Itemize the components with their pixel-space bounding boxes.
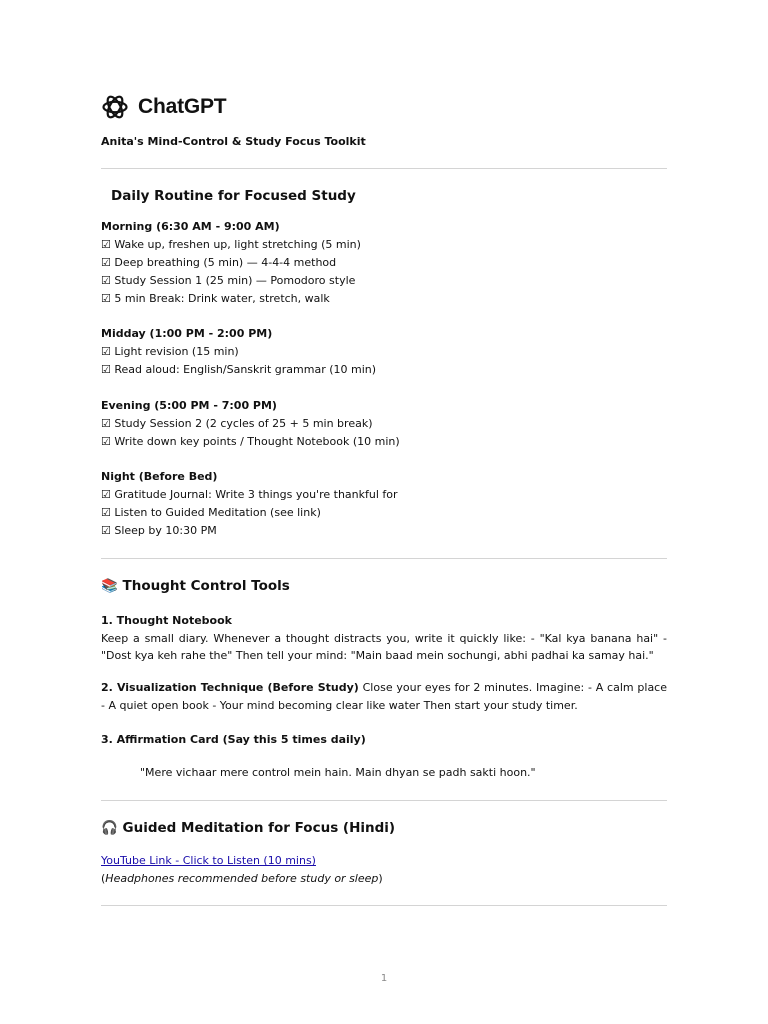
heading-text: Thought Control Tools bbox=[122, 578, 290, 594]
meditation-content bbox=[101, 852, 667, 888]
divider bbox=[101, 558, 667, 559]
checklist-item: ☑ 5 min Break: Drink water, stretch, walk bbox=[101, 292, 330, 305]
checklist-item: ☑ Sleep by 10:30 PM bbox=[101, 524, 217, 537]
tool-title: 3. Affirmation Card (Say this 5 times daily) bbox=[101, 733, 366, 746]
openai-logo-icon bbox=[101, 93, 129, 121]
tool-body: Close your eyes for 2 minutes. Imagine: - A calm place - A quiet open book - Your mind becoming clear like water Then start your study timer. bbox=[101, 681, 667, 712]
tool-visualization bbox=[101, 679, 667, 714]
checklist-item: ☑ Study Session 2 (2 cycles of 25 + 5 min break) bbox=[101, 417, 373, 430]
books-icon: 📚 bbox=[101, 578, 118, 594]
checklist-item: ☑ Write down key points / Thought Notebook (10 min) bbox=[101, 435, 400, 448]
tool-affirmation-title bbox=[101, 731, 667, 749]
routine-midday bbox=[101, 325, 667, 379]
routine-morning bbox=[101, 218, 667, 308]
checklist-item: ☑ Deep breathing (5 min) — 4-4-4 method bbox=[101, 256, 337, 269]
affirmation-quote: "Mere vichaar mere control mein hain. Main dhyan se padh sakti hoon." bbox=[140, 766, 536, 779]
heading-text: Guided Meditation for Focus (Hindi) bbox=[122, 820, 396, 836]
routine-heading: Daily Routine for Focused Study bbox=[111, 188, 356, 204]
checklist-item: ☑ Gratitude Journal: Write 3 things you're thankful for bbox=[101, 488, 398, 501]
divider bbox=[101, 800, 667, 801]
page-number: 1 bbox=[380, 973, 388, 984]
tool-thought-notebook bbox=[101, 612, 667, 665]
section-title: Evening (5:00 PM - 7:00 PM) bbox=[101, 399, 277, 412]
youtube-link[interactable]: YouTube Link - Click to Listen (10 mins) bbox=[101, 854, 316, 867]
meditation-heading bbox=[101, 820, 395, 836]
tool-title: 1. Thought Notebook bbox=[101, 614, 232, 627]
checklist-item: ☑ Study Session 1 (25 min) — Pomodoro style bbox=[101, 274, 356, 287]
routine-evening bbox=[101, 397, 667, 451]
divider bbox=[101, 168, 667, 169]
document-title: Anita's Mind-Control & Study Focus Toolkit bbox=[101, 135, 366, 148]
brand-name: ChatGPT bbox=[138, 95, 227, 118]
checklist-item: ☑ Light revision (15 min) bbox=[101, 345, 239, 358]
thought-tools-heading bbox=[101, 578, 290, 594]
tool-body: Keep a small diary. Whenever a thought distracts you, write it quickly like: - "Kal kya banana hai" - "Dost kya keh rahe the" Then tell your mind: "Main baad mein sochungi, abhi padhai ka samay hai." bbox=[101, 631, 667, 662]
tool-title: 2. Visualization Technique (Before Study) bbox=[101, 681, 359, 694]
divider bbox=[101, 905, 667, 906]
brand-header bbox=[101, 93, 226, 121]
checklist-item: ☑ Wake up, freshen up, light stretching (5 min) bbox=[101, 238, 361, 251]
note-text: Headphones recommended before study or sleep bbox=[105, 872, 379, 885]
section-title: Midday (1:00 PM - 2:00 PM) bbox=[101, 327, 273, 340]
headphones-icon: 🎧 bbox=[101, 820, 118, 836]
checklist-item: ☑ Read aloud: English/Sanskrit grammar (10 min) bbox=[101, 363, 377, 376]
section-title: Night (Before Bed) bbox=[101, 470, 218, 483]
checklist-item: ☑ Listen to Guided Meditation (see link) bbox=[101, 506, 321, 519]
section-title: Morning (6:30 AM - 9:00 AM) bbox=[101, 220, 280, 233]
routine-night bbox=[101, 468, 667, 540]
meditation-note: (Headphones recommended before study or sleep) bbox=[101, 872, 383, 885]
